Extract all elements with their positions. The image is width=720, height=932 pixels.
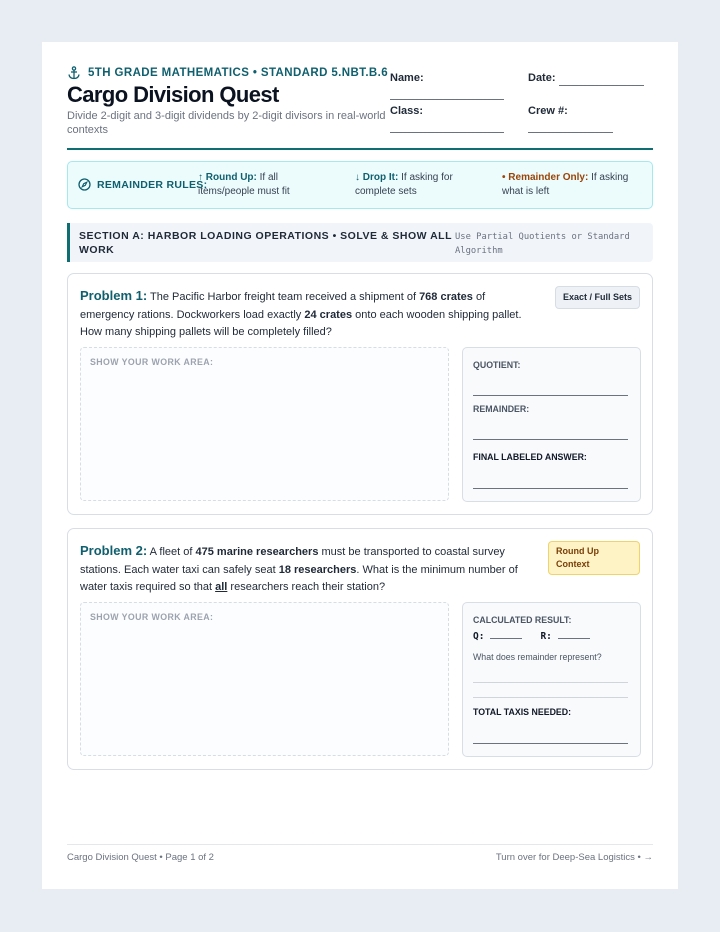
rules-label (78, 178, 207, 191)
problem-1-work-area[interactable] (80, 347, 449, 501)
q-blank[interactable] (490, 629, 522, 639)
subject-line (67, 66, 388, 80)
subject-text: 5TH GRADE MATHEMATICS • STANDARD 5.NBT.B.6 (88, 67, 389, 79)
footer-turn-over: Turn over for Deep-Sea Logistics • → (495, 852, 653, 863)
rule-remainder-only-title: • Remainder Only: (502, 172, 589, 183)
rule-round-up (198, 171, 323, 199)
work-area-label: SHOW YOUR WORK AREA: (90, 357, 214, 367)
remainder-represent-label: What does remainder represent? (473, 652, 602, 662)
problem-text-part: . What is the minimum number of water taxis required so that (80, 563, 518, 593)
problem-text-part: The Pacific Harbor freight team received a shipment of (147, 291, 420, 303)
name-label: Name: (390, 72, 424, 84)
crew-label: Crew #: (528, 105, 568, 117)
answer-divider (473, 697, 628, 698)
rule-round-up-text: If all items/people must fit (198, 172, 290, 197)
remainder-label: REMAINDER: (473, 404, 530, 414)
header-divider (67, 148, 653, 150)
class-line (390, 132, 504, 133)
section-accent-bar (67, 223, 70, 262)
work-area-label: SHOW YOUR WORK AREA: (90, 612, 214, 622)
crew-field[interactable] (528, 105, 568, 117)
r-blank[interactable] (558, 629, 590, 639)
total-taxis-label: TOTAL TAXIS NEEDED: (473, 707, 572, 717)
final-answer-label: FINAL LABELED ANSWER: (473, 452, 587, 462)
name-line (390, 99, 504, 100)
final-answer-line[interactable] (473, 488, 628, 489)
name-field[interactable] (390, 72, 424, 84)
remainder-rules-box (67, 161, 653, 209)
date-line (559, 85, 644, 86)
section-title: SECTION A: HARBOR LOADING OPERATIONS • SOLVE & SHOW ALL WORK (79, 230, 452, 256)
rules-label-text: REMAINDER RULES: (97, 178, 208, 191)
rule-remainder-only-text: If asking what is left (502, 172, 629, 197)
section-note: Use Partial Quotients or Standard Algorithm (455, 232, 630, 256)
problem-key-value: 475 marine researchers (195, 546, 319, 558)
problem-text-part: must be transported to coastal survey stations. Each water taxi can safely seat (80, 546, 505, 576)
date-label: Date: (528, 72, 556, 84)
quotient-line[interactable] (473, 395, 628, 396)
rule-drop-it-title: ↓ Drop It: (355, 172, 399, 183)
problem-key-value: 24 crates (304, 308, 353, 321)
problem-1-number: Problem 1: (80, 288, 148, 303)
crew-line (528, 132, 613, 133)
rule-round-up-title: ↑ Round Up: (198, 172, 257, 183)
rule-drop-it-text: If asking for complete sets (355, 172, 453, 197)
problem-text-part: onto each wooden shipping pallet. How many shipping pallets will be completely filled? (80, 308, 522, 338)
problem-2-tag: Round Up Context (548, 541, 640, 575)
problem-2-answer-box (462, 602, 641, 757)
compass-icon (78, 178, 91, 191)
date-field[interactable] (528, 72, 556, 84)
class-label: Class: (390, 105, 424, 117)
problem-2-card (67, 528, 653, 770)
page-title: Cargo Division Quest (67, 82, 279, 107)
problem-1-text (80, 287, 540, 342)
r-label: R: (540, 631, 552, 642)
problem-key-value: 18 researchers (278, 563, 357, 576)
problem-2-work-area[interactable] (80, 602, 449, 756)
section-a-header (67, 223, 653, 262)
worksheet-page (42, 42, 678, 889)
rule-drop-it (355, 171, 480, 199)
problem-2-number: Problem 2: (80, 543, 148, 558)
remainder-represent-line[interactable] (473, 682, 628, 683)
problem-1-card (67, 273, 653, 515)
calculated-result-label: CALCULATED RESULT: (473, 615, 572, 625)
rule-remainder-only (502, 171, 642, 199)
q-label: Q: (473, 631, 485, 642)
problem-text-part: A fleet of (147, 546, 196, 558)
problem-1-answer-box (462, 347, 641, 502)
problem-text-part: researchers reach their station? (227, 581, 386, 593)
footer-divider (67, 844, 653, 845)
problem-emphasis: all (215, 581, 228, 593)
footer-page-info: Cargo Division Quest • Page 1 of 2 (67, 852, 214, 863)
quotient-label: QUOTIENT: (473, 360, 521, 370)
problem-key-value: 768 crates (419, 291, 473, 303)
anchor-icon (67, 66, 81, 80)
remainder-line[interactable] (473, 439, 628, 440)
problem-text-part: of emergency rations. Dockworkers load exactly (80, 291, 486, 321)
problem-2-text (80, 542, 540, 597)
class-field[interactable] (390, 105, 423, 117)
problem-1-tag: Exact / Full Sets (555, 286, 640, 309)
page-subtitle: Divide 2-digit and 3-digit dividends by 2-digit divisors in real-world contexts (67, 110, 386, 136)
total-taxis-line[interactable] (473, 743, 628, 744)
q-r-row (473, 629, 590, 642)
